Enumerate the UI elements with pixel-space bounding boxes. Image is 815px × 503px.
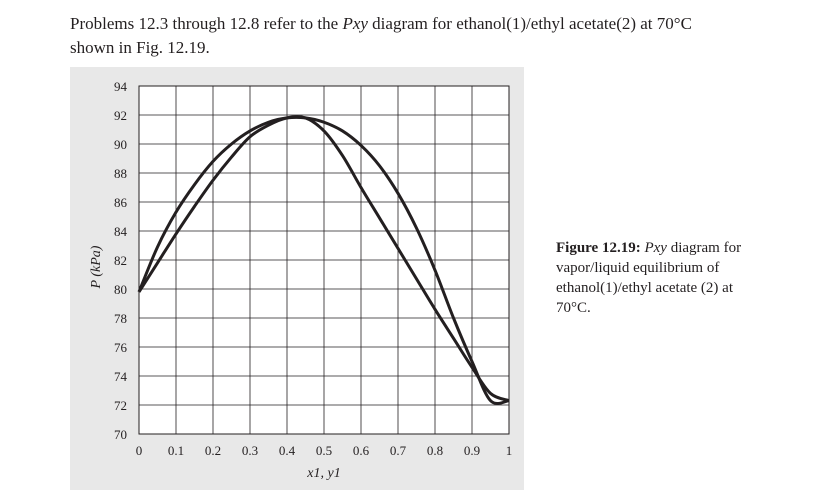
y-tick-labels (114, 79, 128, 442)
x-tick-label: 0.4 (278, 443, 296, 458)
intro-text-b: diagram for ethanol(1)/ethyl acetate(2) at 70°C (367, 14, 692, 33)
caption-text: diagram for vapor/liquid equilibrium of ethanol(1)/ethyl acetate (2) at 70°C. (556, 240, 742, 316)
x-tick-label: 0 (135, 443, 143, 458)
y-tick-label: 74 (114, 369, 127, 384)
y-tick-label: 88 (114, 166, 127, 181)
y-tick-label: 94 (114, 79, 127, 94)
pxy-chart (70, 67, 524, 490)
y-tick-label: 80 (114, 282, 127, 297)
y-tick-label: 76 (114, 340, 127, 355)
y-tick-label: 82 (114, 253, 127, 268)
x-axis-label: x1, y1 (307, 466, 341, 481)
y-tick-label: 84 (114, 224, 127, 239)
intro-pxy: Pxy (342, 14, 368, 33)
caption-label: Figure 12.19: (556, 240, 641, 256)
caption-pxy: Pxy (644, 240, 667, 256)
x-tick-label: 0.8 (426, 443, 444, 458)
y-tick-label: 72 (114, 398, 127, 413)
x-tick-label: 1 (505, 443, 513, 458)
intro-line-2: shown in Fig. 12.19. (70, 38, 210, 57)
x-tick-label: 0.9 (463, 443, 481, 458)
figure-panel (70, 67, 524, 490)
y-tick-label: 70 (114, 427, 127, 442)
intro-text-a: Problems 12.3 through 12.8 refer to the (70, 14, 343, 33)
y-tick-label: 86 (114, 195, 127, 210)
intro-line-1 (70, 12, 770, 36)
x-tick-label: 0.1 (167, 443, 185, 458)
y-tick-label: 90 (114, 137, 127, 152)
figure-caption (556, 238, 771, 318)
problem-intro-text (70, 12, 770, 60)
x-tick-label: 0.5 (315, 443, 333, 458)
x-tick-label: 0.6 (352, 443, 370, 458)
y-axis-label: P (kPa) (89, 245, 104, 289)
x-tick-label: 0.7 (389, 443, 407, 458)
y-tick-label: 78 (114, 311, 127, 326)
x-tick-label: 0.2 (204, 443, 222, 458)
x-tick-labels (136, 443, 513, 458)
y-tick-label: 92 (114, 108, 127, 123)
x-tick-label: 0.3 (241, 443, 259, 458)
